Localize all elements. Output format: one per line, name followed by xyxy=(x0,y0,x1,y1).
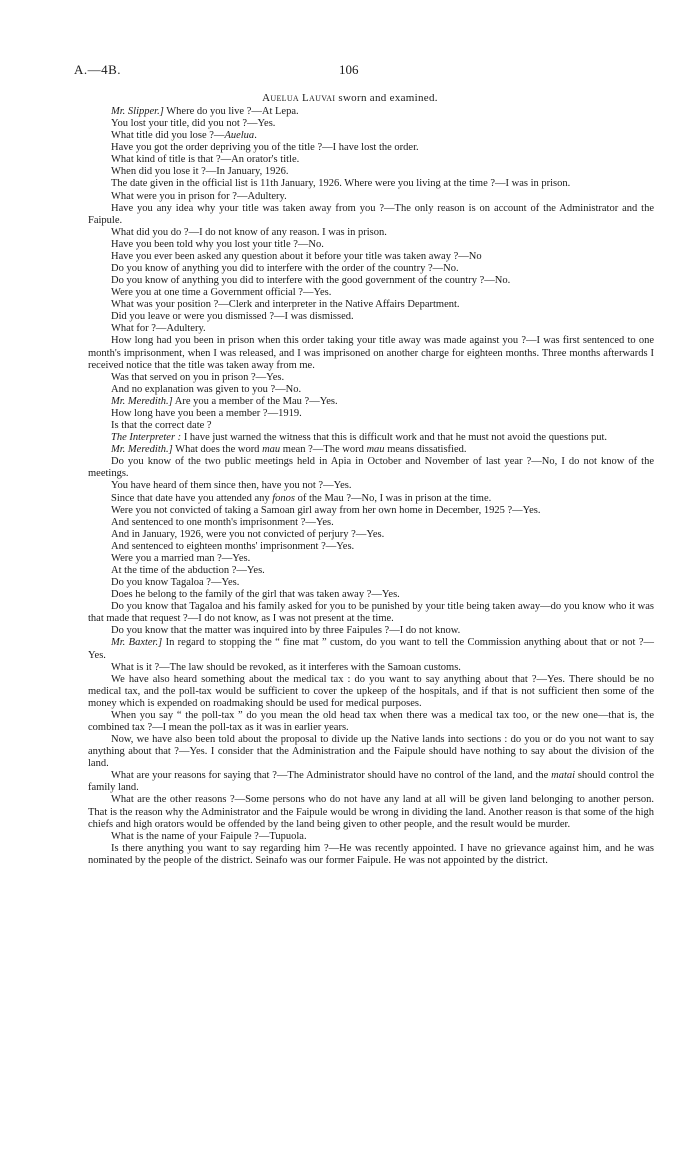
paragraph-text: Does he belong to the family of the girl that was taken away ?—Yes. xyxy=(111,589,400,601)
paragraph-text: What was your position ?—Clerk and interpreter in the Native Affairs Department. xyxy=(111,299,460,311)
testimony-paragraph xyxy=(88,493,654,505)
testimony-paragraph xyxy=(88,118,654,130)
paragraph-text: Are you a member of the Mau ?—Yes. xyxy=(172,395,338,407)
testimony-paragraph xyxy=(88,191,654,203)
testimony-paragraph xyxy=(88,154,654,166)
paragraph-text: Where do you live ?—At Lepa. xyxy=(163,106,299,117)
paragraph-text: What does the word xyxy=(172,444,263,456)
paragraph-text: What are your reasons for saying that ?—The Administrator should have no control of the land, and the xyxy=(111,770,552,782)
speaker-label: Mr. Baxter.] xyxy=(111,637,163,649)
testimony-paragraph xyxy=(88,843,654,867)
testimony-paragraph xyxy=(88,166,654,178)
paragraph-text: When did you lose it ?—In January, 1926. xyxy=(111,166,289,178)
testimony-paragraph xyxy=(88,130,654,142)
paragraph-text: Do you know that the matter was inquired into by three Faipules ?—I do not know. xyxy=(111,625,461,637)
testimony-paragraph xyxy=(88,625,654,637)
testimony-paragraph xyxy=(88,674,654,710)
paragraph-text: Now, we have also been told about the proposal to divide up the Native lands into sections : do you or do you not want to say anything about that ?—Yes. I consider that the Administration and the Faipule should have nothing to say about the division of the land. xyxy=(88,734,654,770)
speaker-label: Mr. Meredith.] xyxy=(111,444,173,456)
paragraph-text: Have you ever been asked any question about it before your title was taken away ?—No xyxy=(111,250,482,262)
paragraph-text: The date given in the official list is 11th January, 1926. Where were you living at the time ?—I was in prison. xyxy=(111,178,571,190)
italic-term: Auelua xyxy=(224,130,255,142)
paragraph-text: Have you got the order depriving you of the title ?—I have lost the order. xyxy=(111,142,419,154)
witness-name: Auelua Lauvai xyxy=(262,92,336,104)
testimony-body xyxy=(88,106,654,867)
testimony-paragraph xyxy=(88,432,654,444)
paragraph-text: Do you know of the two public meetings held in Apia in October and November of last year ?—No, I do not know of the meetings. xyxy=(88,456,654,480)
paragraph-text: Were you at one time a Government official ?—Yes. xyxy=(111,287,332,299)
italic-term: mau xyxy=(366,444,385,456)
testimony-paragraph xyxy=(88,601,654,625)
paragraph-text: Do you know of anything you did to interfere with the order of the country ?—No. xyxy=(111,263,459,275)
testimony-paragraph xyxy=(88,662,654,674)
paragraph-text: Do you know of anything you did to interfere with the good government of the country ?—No. xyxy=(111,275,511,287)
paragraph-text: of the Mau ?—No, I was in prison at the time. xyxy=(295,492,492,504)
testimony-paragraph xyxy=(88,287,654,299)
speaker-label: Mr. Meredith.] xyxy=(111,395,173,407)
paragraph-text: What is the name of your Faipule ?—Tupuola. xyxy=(111,830,307,842)
document-reference: A.—4B. xyxy=(74,62,122,77)
testimony-paragraph xyxy=(88,589,654,601)
speaker-label: Mr. Slipper.] xyxy=(111,106,164,117)
paragraph-text: What are the other reasons ?—Some persons who do not have any land at all will be given land belonging to another person. That is the reason why the Administrator and the Faipule would be wrong in dividing the land. Another reason is that some of the high chiefs and high orators would be offended by the land being given to other people, and the result would be murder. xyxy=(88,794,654,830)
paragraph-text: You have heard of them since then, have you not ?—Yes. xyxy=(111,480,352,492)
testimony-paragraph xyxy=(88,396,654,408)
paragraph-text: Is there anything you want to say regarding him ?—He was recently appointed. I have no grievance against him, and he was nominated by the people of the district. Seinafo was our former Faipule. He was not appointed by the district. xyxy=(88,842,654,866)
paragraph-text: In regard to stopping the “ fine mat ” custom, do you want to tell the Commission anything about that or not ?—Yes. xyxy=(88,637,654,661)
paragraph-text: Was that served on you in prison ?—Yes. xyxy=(111,371,285,383)
testimony-paragraph xyxy=(88,384,654,396)
testimony-paragraph xyxy=(88,323,654,335)
paragraph-text: Since that date have you attended any xyxy=(111,492,273,504)
testimony-paragraph xyxy=(88,456,654,480)
testimony-paragraph xyxy=(88,444,654,456)
testimony-paragraph xyxy=(88,517,654,529)
testimony-paragraph xyxy=(88,710,654,734)
testimony-paragraph xyxy=(88,227,654,239)
paragraph-text: When you say “ the poll-tax ” do you mean the old head tax when there was a medical tax too, or the new one—that is, the combined tax ?—I mean the poll-tax as it was in earlier years. xyxy=(88,709,654,733)
testimony-paragraph xyxy=(88,335,654,371)
paragraph-text: And sentenced to one month's imprisonment ?—Yes. xyxy=(111,516,334,528)
italic-term: mau xyxy=(262,444,281,456)
testimony-paragraph xyxy=(88,239,654,251)
paragraph-text: What were you in prison for ?—Adultery. xyxy=(111,190,287,202)
paragraph-text: What is it ?—The law should be revoked, as it interferes with the Samoan customs. xyxy=(111,661,461,673)
testimony-paragraph xyxy=(88,794,654,830)
paragraph-text: How long have you been a member ?—1919. xyxy=(111,407,302,419)
paragraph-text: You lost your title, did you not ?—Yes. xyxy=(111,118,276,130)
heading-text: sworn and examined. xyxy=(335,92,438,104)
testimony-paragraph xyxy=(88,831,654,843)
paragraph-text: What kind of title is that ?—An orator's title. xyxy=(111,154,300,166)
testimony-paragraph xyxy=(88,106,654,118)
paragraph-text: What did you do ?—I do not know of any reason. I was in prison. xyxy=(111,226,387,238)
paragraph-text: What title did you lose ?— xyxy=(111,130,225,142)
testimony-paragraph xyxy=(88,637,654,661)
paragraph-text: . xyxy=(254,130,257,142)
testimony-paragraph xyxy=(88,770,654,794)
testimony-paragraph xyxy=(88,420,654,432)
testimony-paragraph xyxy=(88,577,654,589)
testimony-paragraph xyxy=(88,553,654,565)
testimony-paragraph xyxy=(88,299,654,311)
paragraph-text: And sentenced to eighteen months' imprisonment ?—Yes. xyxy=(111,540,355,552)
paragraph-text: What for ?—Adultery. xyxy=(111,323,206,335)
paragraph-text: Have you any idea why your title was taken away from you ?—The only reason is on account of the Administrator and the Faipule. xyxy=(88,202,654,226)
paragraph-text: Do you know that Tagaloa and his family asked for you to be punished by your title being taken away—do you know who it was that made that request ?—I do not know, as I was not present at the time. xyxy=(88,601,654,625)
testimony-paragraph xyxy=(88,372,654,384)
testimony-paragraph xyxy=(88,734,654,770)
testimony-paragraph xyxy=(88,541,654,553)
paragraph-text: I have just warned the witness that this is difficult work and that he must not avoid the questions put. xyxy=(181,432,608,444)
testimony-paragraph xyxy=(88,311,654,323)
paragraph-text: Is that the correct date ? xyxy=(111,420,212,432)
speaker-label: The Interpreter : xyxy=(111,432,182,444)
paragraph-text: Have you been told why you lost your title ?—No. xyxy=(111,238,324,250)
testimony-paragraph xyxy=(88,480,654,492)
testimony-paragraph xyxy=(88,408,654,420)
testimony-paragraph xyxy=(88,178,654,190)
paragraph-text: means dissatisfied. xyxy=(384,444,467,456)
paragraph-text: And no explanation was given to you ?—No. xyxy=(111,383,302,395)
paragraph-text: Were you a married man ?—Yes. xyxy=(111,552,251,564)
testimony-paragraph xyxy=(88,505,654,517)
testimony-paragraph xyxy=(88,142,654,154)
witness-heading xyxy=(0,92,700,104)
paragraph-text: How long had you been in prison when this order taking your title away was made against you ?—I was first sentenced to one month's imprisonment, when I was released, and I was imprisoned on another charge for eighteen months. Three months afterwards I received notice that the title was taken away from me. xyxy=(88,335,654,371)
testimony-paragraph xyxy=(88,529,654,541)
paragraph-text: At the time of the abduction ?—Yes. xyxy=(111,564,265,576)
testimony-paragraph xyxy=(88,251,654,263)
testimony-paragraph xyxy=(88,275,654,287)
paragraph-text: Were you not convicted of taking a Samoan girl away from her own home in December, 1925 ?—Yes. xyxy=(111,504,541,516)
paragraph-text: mean ?—The word xyxy=(280,444,367,456)
italic-term: matai xyxy=(551,770,576,782)
paragraph-text: Do you know Tagaloa ?—Yes. xyxy=(111,577,240,589)
testimony-paragraph xyxy=(88,565,654,577)
paragraph-text: And in January, 1926, were you not convicted of perjury ?—Yes. xyxy=(111,528,385,540)
paragraph-text: should control the family land. xyxy=(88,770,654,794)
italic-term: fonos xyxy=(272,492,295,504)
testimony-paragraph xyxy=(88,263,654,275)
testimony-paragraph xyxy=(88,203,654,227)
paragraph-text: We have also heard something about the medical tax : do you want to say anything about that ?—Yes. There should be no medical tax, and the poll-tax would be sufficient to cover the upkeep of the hospitals, and if that is not sufficient then some of the money which is expended on roadmaking should be used for medical purposes. xyxy=(88,673,654,709)
paragraph-text: Did you leave or were you dismissed ?—I was dismissed. xyxy=(111,311,354,323)
page-number: 106 xyxy=(339,62,359,77)
